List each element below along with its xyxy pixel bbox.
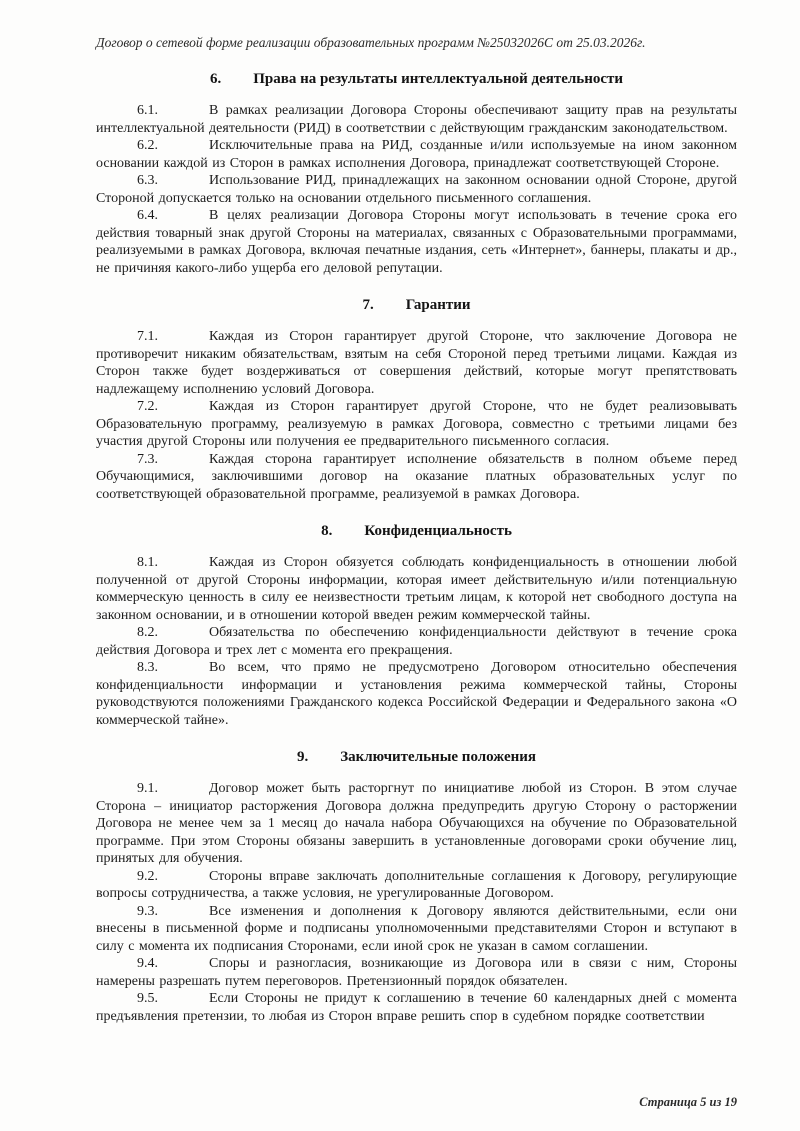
paragraph-number: 6.1. <box>137 103 158 118</box>
paragraph-text: Каждая из Сторон гарантирует другой Стороне, что заключение Договора не противоречит никаким обязательствам, взятым на себя Стороной перед третьими лицами. Каждая из Сторон также будет воздерживаться от совершения действий, которые могут препятствовать надлежащему исполнению условий Договора. <box>96 329 737 397</box>
contract-paragraph-9-1 <box>96 780 737 868</box>
paragraph-number: 6.2. <box>137 138 158 153</box>
paragraph-text: Договор может быть расторгнут по инициативе любой из Сторон. В этом случае Сторона – инициатор расторжения Договора должна предупредить другую Сторону о расторжении Договора не менее чем за 1 месяц до начала набора Обучающихся на обучение по Образовательной программе. При этом Стороны обязаны завершить в установленные договорами сроки обучение лиц, принятых для обучения. <box>96 781 737 866</box>
paragraph-text: Стороны вправе заключать дополнительные соглашения к Договору, регулирующие вопросы сотрудничества, а также условия, не урегулированные Договором. <box>96 868 737 901</box>
paragraph-text: Во всем, что прямо не предусмотрено Договором относительно обеспечения конфиденциальности информации и установления режима коммерческой тайны, Стороны руководствуются положениями Гражданского кодекса Российской Федерации и Федерального закона «О коммерческой тайне». <box>96 660 737 728</box>
contract-paragraph-7-2 <box>96 398 737 451</box>
contract-paragraph-8-1 <box>96 554 737 624</box>
paragraph-text: В целях реализации Договора Стороны могут использовать в течение срока его действия товарный знак другой Стороны на материалах, связанных с Образовательными программами, реализуемыми в рамках Договора, включая печатные издания, сеть «Интернет», баннеры, плакаты и др., не причиняя какого-либо ущерба его деловой репутации. <box>96 208 737 276</box>
contract-paragraph-9-3 <box>96 903 737 956</box>
paragraph-number: 7.3. <box>137 451 158 467</box>
section-number: 6. <box>209 71 222 87</box>
paragraph-number: 8.1. <box>137 555 158 570</box>
contract-paragraph-9-2 <box>96 868 737 903</box>
section-number: 7. <box>362 297 374 313</box>
paragraph-number: 9.3. <box>137 903 158 919</box>
section-title: Права на результаты интеллектуальной деятельности <box>253 71 624 87</box>
section-heading-8 <box>96 521 737 541</box>
contract-paragraph-6-2 <box>96 137 737 172</box>
paragraph-text: Использование РИД, принадлежащих на законном основании одной Стороне, другой Стороной допускается только на основании отдельного письменного соглашения. <box>96 173 737 206</box>
contract-paragraph-9-4 <box>96 955 737 990</box>
running-header: Договор о сетевой форме реализации образовательных программ №25032026С от 25.03.2026г. <box>96 35 646 50</box>
section-title: Гарантии <box>405 297 471 313</box>
paragraph-text: В рамках реализации Договора Стороны обеспечивают защиту прав на результаты интеллектуальной деятельности (РИД) в соответствии с действующим гражданским законодательством. <box>96 103 737 136</box>
paragraph-text: Споры и разногласия, возникающие из Договора или в связи с ним, Стороны намерены разрешать путем переговоров. Претензионный порядок обязателен. <box>96 956 737 989</box>
paragraph-number: 9.4. <box>137 956 158 971</box>
paragraph-text: Исключительные права на РИД, созданные и/или используемые на ином законном основании каждой из Сторон в рамках исполнения Договора, принадлежат соответствующей Стороне. <box>96 138 737 171</box>
paragraph-text: Каждая сторона гарантирует исполнение обязательств в полном объеме перед Обучающимися, заключившими договор на оказание платных образовательных услуг по соответствующей образовательной программе, реализуемой в рамках Договора. <box>96 451 737 502</box>
paragraph-number: 9.1. <box>137 781 158 796</box>
paragraph-number: 9.2. <box>137 868 158 884</box>
paragraph-number: 8.3. <box>137 660 158 675</box>
paragraph-number: 9.5. <box>137 991 158 1006</box>
paragraph-number: 8.2. <box>137 625 158 640</box>
paragraph-text: Если Стороны не придут к соглашению в течение 60 календарных дней с момента предъявления претензии, то любая из Сторон вправе решить спор в судебном порядке соответствии <box>96 991 737 1024</box>
section-heading-9 <box>96 747 737 767</box>
paragraph-number: 7.1. <box>137 329 158 344</box>
contract-paragraph-6-1 <box>96 102 737 137</box>
contract-paragraph-6-3 <box>96 172 737 207</box>
section-heading-6 <box>96 69 737 89</box>
contract-paragraph-7-1 <box>96 328 737 398</box>
section-title: Заключительные положения <box>340 749 537 765</box>
paragraph-number: 6.4. <box>137 208 158 223</box>
paragraph-number: 7.2. <box>137 399 158 414</box>
contract-paragraph-9-5 <box>96 990 737 1025</box>
paragraph-text: Обязательства по обеспечению конфиденциальности действуют в течение срока действия Договора и трех лет с момента его прекращения. <box>96 625 737 658</box>
page-number-footer: Страница 5 из 19 <box>639 1094 737 1109</box>
paragraph-text: Каждая из Сторон гарантирует другой Стороне, что не будет реализовывать Образовательную программу, реализуемую в рамках Договора, совместно с третьими лицами без участия другой Стороны или получения ее предварительного письменного согласия. <box>96 399 737 449</box>
section-title: Конфиденциальность <box>364 523 512 539</box>
section-heading-7 <box>96 295 737 315</box>
section-number: 9. <box>296 749 309 765</box>
paragraph-text: Все изменения и дополнения к Договору являются действительными, если они внесены в письменной форме и подписаны уполномоченными представителями Сторон и вступают в силу с момента их подписания Сторонами, если иной срок не указан в самом соглашении. <box>96 903 737 954</box>
contract-paragraph-8-3 <box>96 659 737 729</box>
contract-paragraph-7-3 <box>96 451 737 504</box>
paragraph-number: 6.3. <box>137 173 158 188</box>
contract-paragraph-8-2 <box>96 624 737 659</box>
section-number: 8. <box>321 523 333 539</box>
paragraph-text: Каждая из Сторон обязуется соблюдать конфиденциальность в отношении любой полученной от другой Стороны информации, которая имеет действительную и/или потенциальную коммерческую ценность в силу ее неизвестности третьим лицам, к которой нет свободного доступа на законном основании, и в отношении которой введен режим коммерческой тайны. <box>96 555 737 623</box>
contract-paragraph-6-4 <box>96 207 737 277</box>
